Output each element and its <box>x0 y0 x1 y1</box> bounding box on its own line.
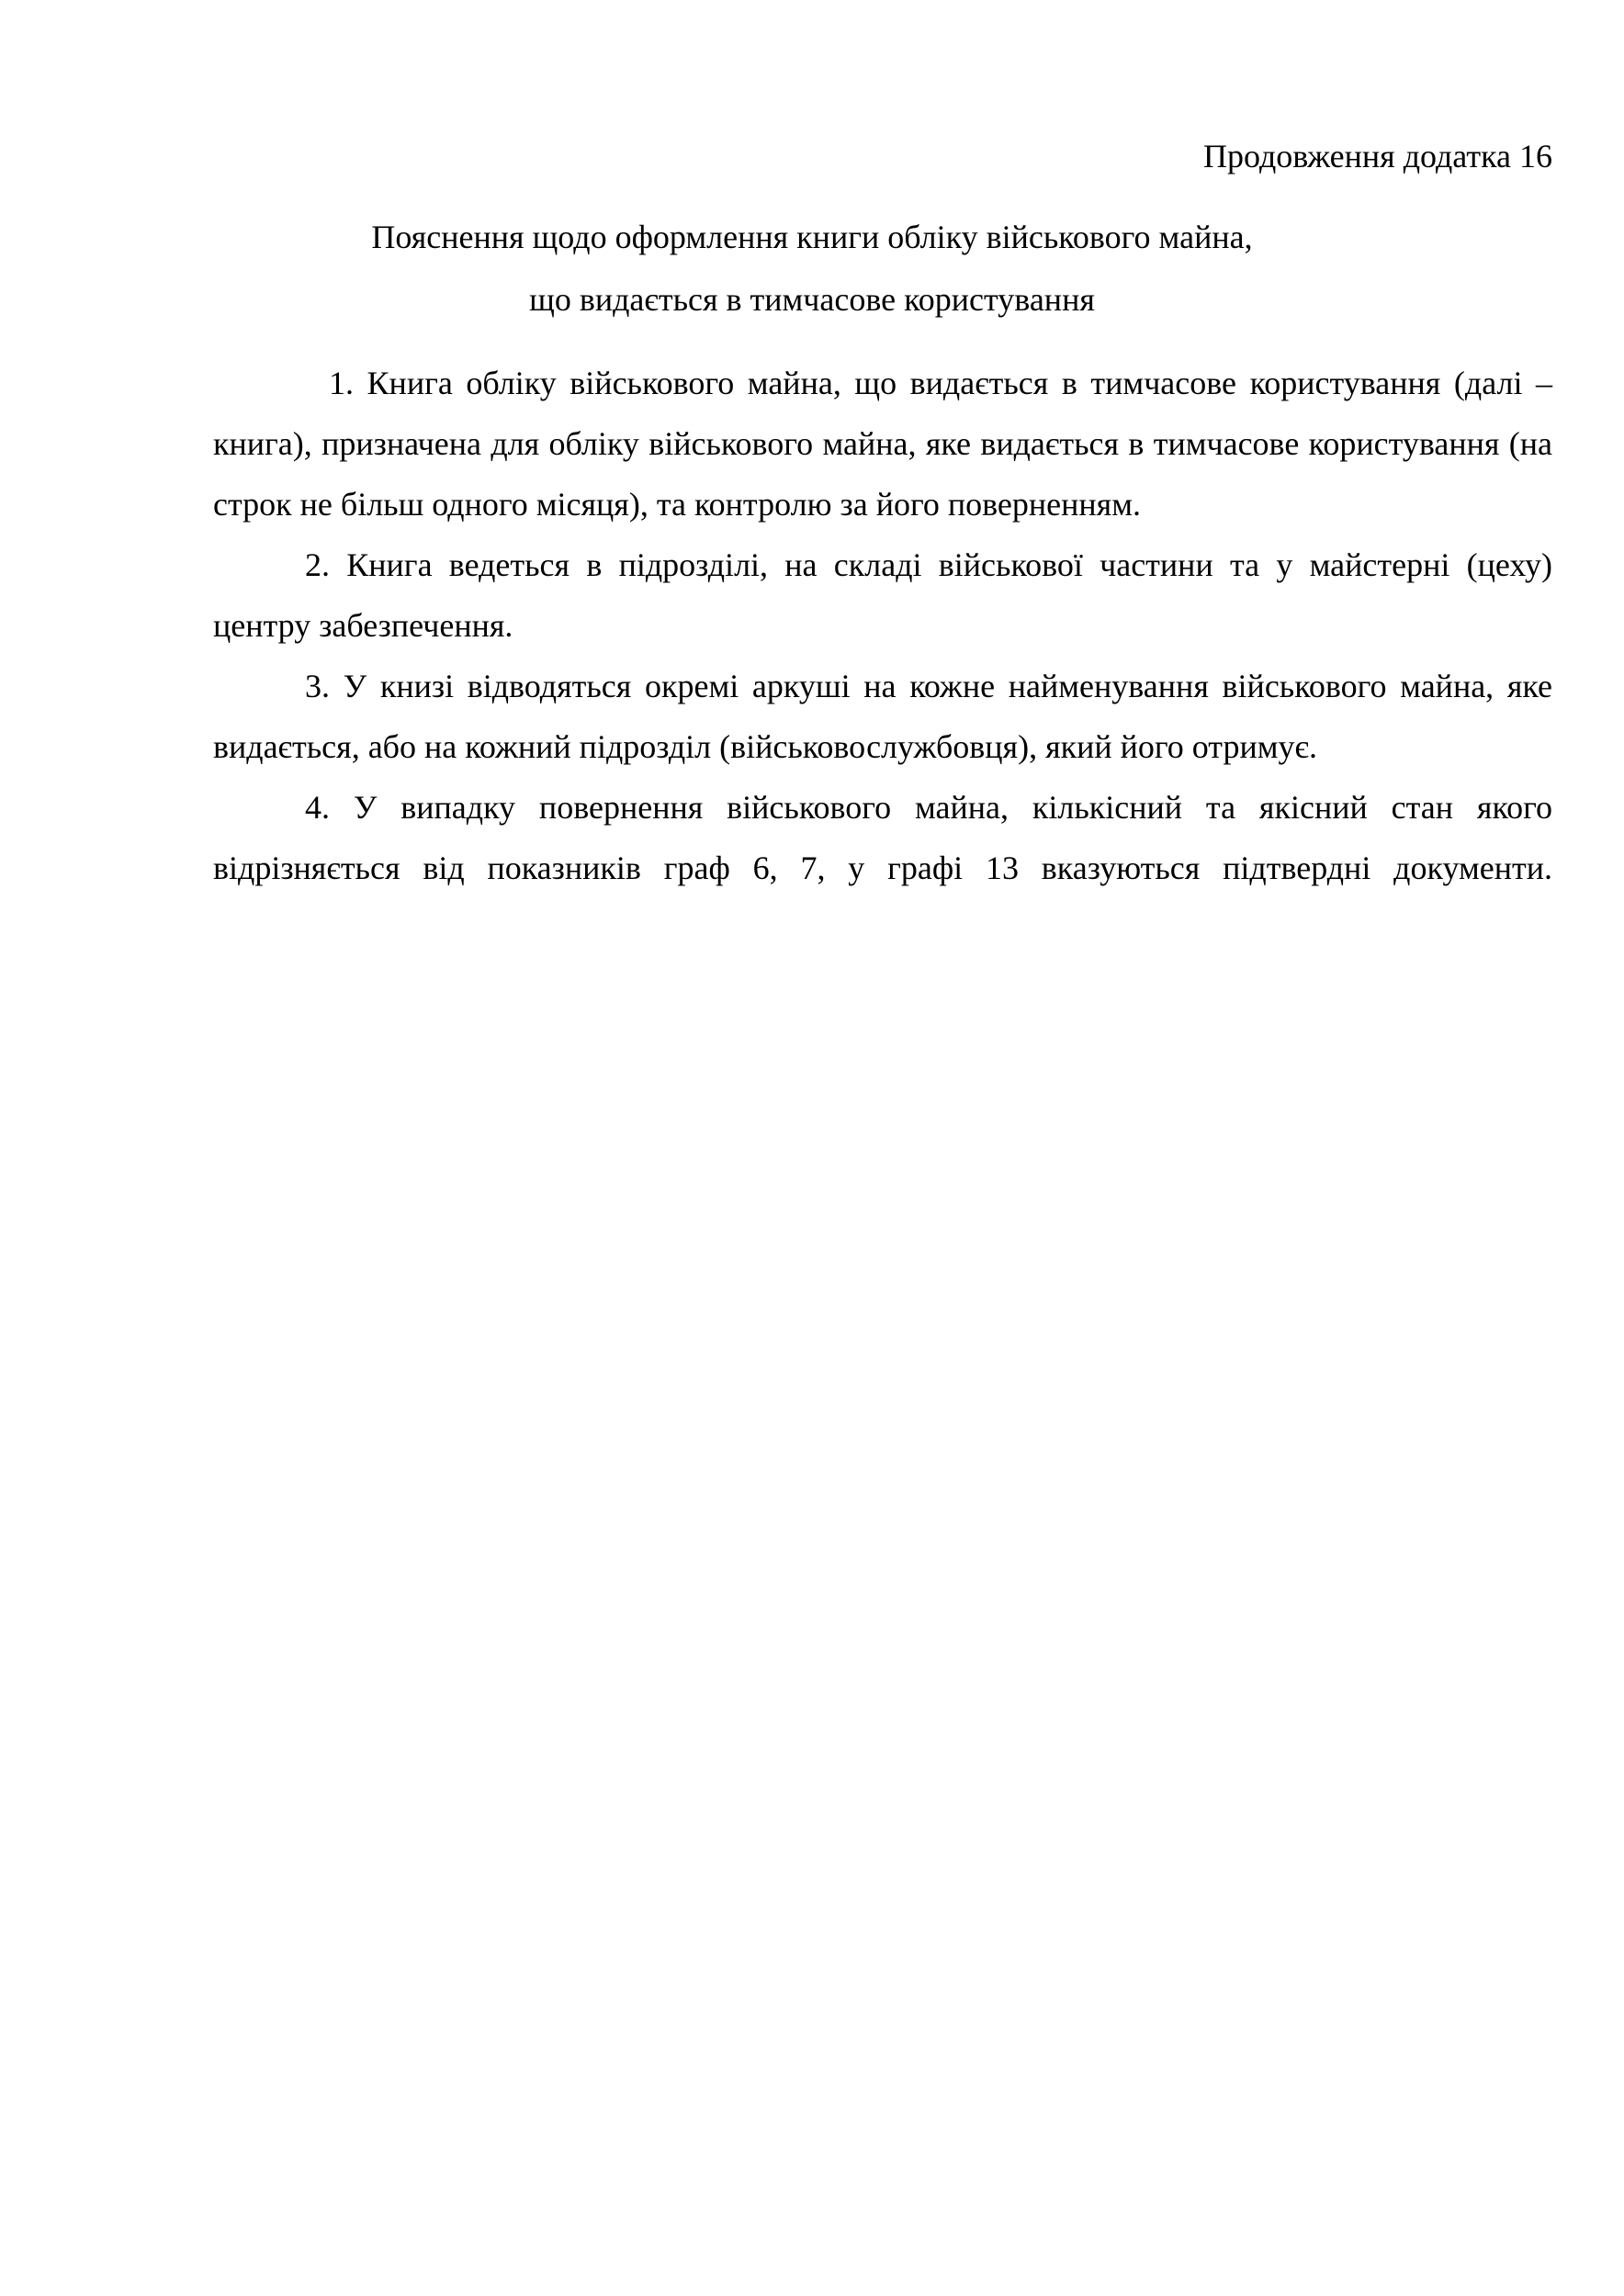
paragraph-3: 3. У книзі відводяться окремі аркуші на кожне найменування військового майна, яке видається, або на кожний підрозділ (військовослужбовця), який його отримує. <box>213 668 1552 765</box>
document-title-line-1: Пояснення щодо оформлення книги обліку військового майна, <box>371 219 1253 255</box>
paragraph-1: 1. Книга обліку військового майна, що видається в тимчасове користування (далі – книга), призначена для обліку військового майна, яке видається в тимчасове користування (на строк не більш одного місяця), та контролю за його поверненням. <box>213 365 1552 523</box>
paragraph-2: 2. Книга ведеться в підрозділі, на складі військової частини та у майстерні (цеху) центру забезпечення. <box>213 546 1552 644</box>
explanation-body <box>213 353 1552 898</box>
document-title-line-2: що видається в тимчасове користування <box>529 281 1095 318</box>
paragraph-4: 4. У випадку повернення військового майна, кількісний та якісний стан якого відрізняється від показників граф 6, 7, у графі 13 вказуються підтвердні документи. <box>213 789 1552 886</box>
annex-label: Продовження додатка 16 <box>1202 138 1552 174</box>
